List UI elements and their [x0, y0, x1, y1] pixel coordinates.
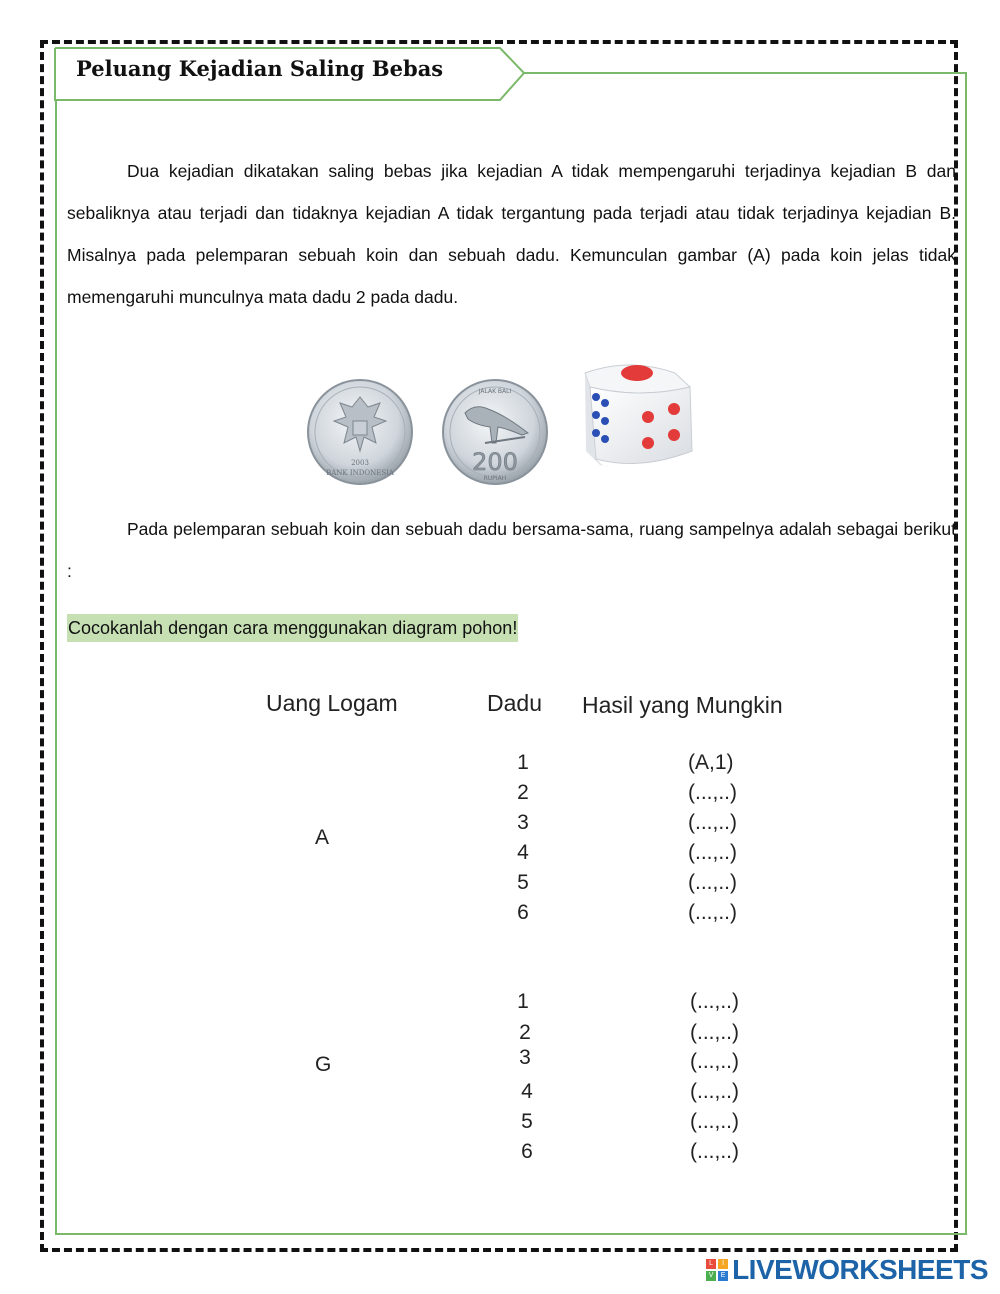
die-number: 2	[517, 781, 529, 804]
coin-back-200	[443, 380, 547, 484]
outcome-blank[interactable]: (...,..)	[690, 1080, 739, 1103]
logo-blocks-icon	[706, 1259, 728, 1281]
header-coin: Uang Logam	[266, 690, 398, 716]
die-number: 5	[517, 871, 529, 894]
outcome-blank[interactable]: (...,..)	[688, 901, 737, 924]
outcome-blank[interactable]: (...,..)	[688, 811, 737, 834]
die-illustration	[585, 365, 692, 467]
title-banner	[0, 0, 1000, 110]
page-title: Peluang Kejadian Saling Bebas	[76, 56, 444, 81]
liveworksheets-logo[interactable]	[706, 1254, 988, 1286]
outcome-blank[interactable]: (...,..)	[688, 871, 737, 894]
definition-paragraph	[67, 150, 956, 318]
instruction-highlight: Cocokanlah dengan cara menggunakan diagram pohon!	[67, 614, 518, 642]
outcome-blank[interactable]: (...,..)	[688, 781, 737, 804]
coin-front-year: 2003	[351, 459, 369, 467]
sample-space-paragraph	[67, 508, 956, 592]
outcome-blank[interactable]: (...,..)	[688, 841, 737, 864]
coin-back-unit: RUPIAH	[483, 475, 507, 482]
outcome-answer: (A,1)	[688, 751, 734, 774]
coin-front-garuda	[308, 380, 412, 484]
coin-back-value: 200	[472, 448, 518, 476]
logo-text: LIVEWORKSHEETS	[732, 1254, 988, 1285]
header-die: Dadu	[487, 690, 542, 716]
logo-block-letter: L	[706, 1259, 716, 1269]
outcome-blank[interactable]: (...,..)	[690, 990, 739, 1013]
logo-block-letter: E	[718, 1271, 728, 1281]
die-number: 5	[521, 1110, 533, 1133]
coin-label-a: A	[315, 826, 330, 849]
header-outcome: Hasil yang Mungkin	[582, 692, 783, 718]
logo-block-letter: I	[718, 1259, 728, 1269]
outcome-blank[interactable]: (...,..)	[690, 1021, 739, 1044]
outcome-blank[interactable]: (...,..)	[690, 1140, 739, 1163]
die-number: 6	[521, 1140, 533, 1163]
die-number: 1	[517, 990, 529, 1013]
die-number: 6	[517, 901, 529, 924]
outcome-blank[interactable]: (...,..)	[690, 1110, 739, 1133]
sample-space-text: Pada pelemparan sebuah koin dan sebuah dadu bersama-sama, ruang sampelnya adalah sebagai berikut :	[67, 519, 956, 581]
die-number: 1	[517, 751, 529, 774]
die-number: 4	[521, 1080, 533, 1103]
die-number: 3	[519, 1046, 531, 1069]
logo-block-letter: V	[706, 1271, 716, 1281]
outcome-blank[interactable]: (...,..)	[690, 1050, 739, 1073]
coins-and-die-illustration	[300, 355, 720, 495]
die-number: 3	[517, 811, 529, 834]
die-number: 2	[519, 1021, 531, 1044]
coin-back-top: JALAK BALI	[478, 388, 512, 395]
coin-label-g: G	[315, 1053, 332, 1076]
coin-front-text: BANK INDONESIA	[326, 469, 394, 477]
die-number: 4	[517, 841, 529, 864]
definition-text: Dua kejadian dikatakan saling bebas jika kejadian A tidak mempengaruhi terjadinya kejadian B dan sebaliknya atau terjadi dan tidaknya kejadian A tidak tergantung pada terjadi atau tidak terjadinya kejadian B. Misalnya pada pelemparan sebuah koin dan sebuah dadu. Kemunculan gambar (A) pada koin jelas tidak memengaruhi munculnya mata dadu 2 pada dadu.	[67, 161, 956, 307]
